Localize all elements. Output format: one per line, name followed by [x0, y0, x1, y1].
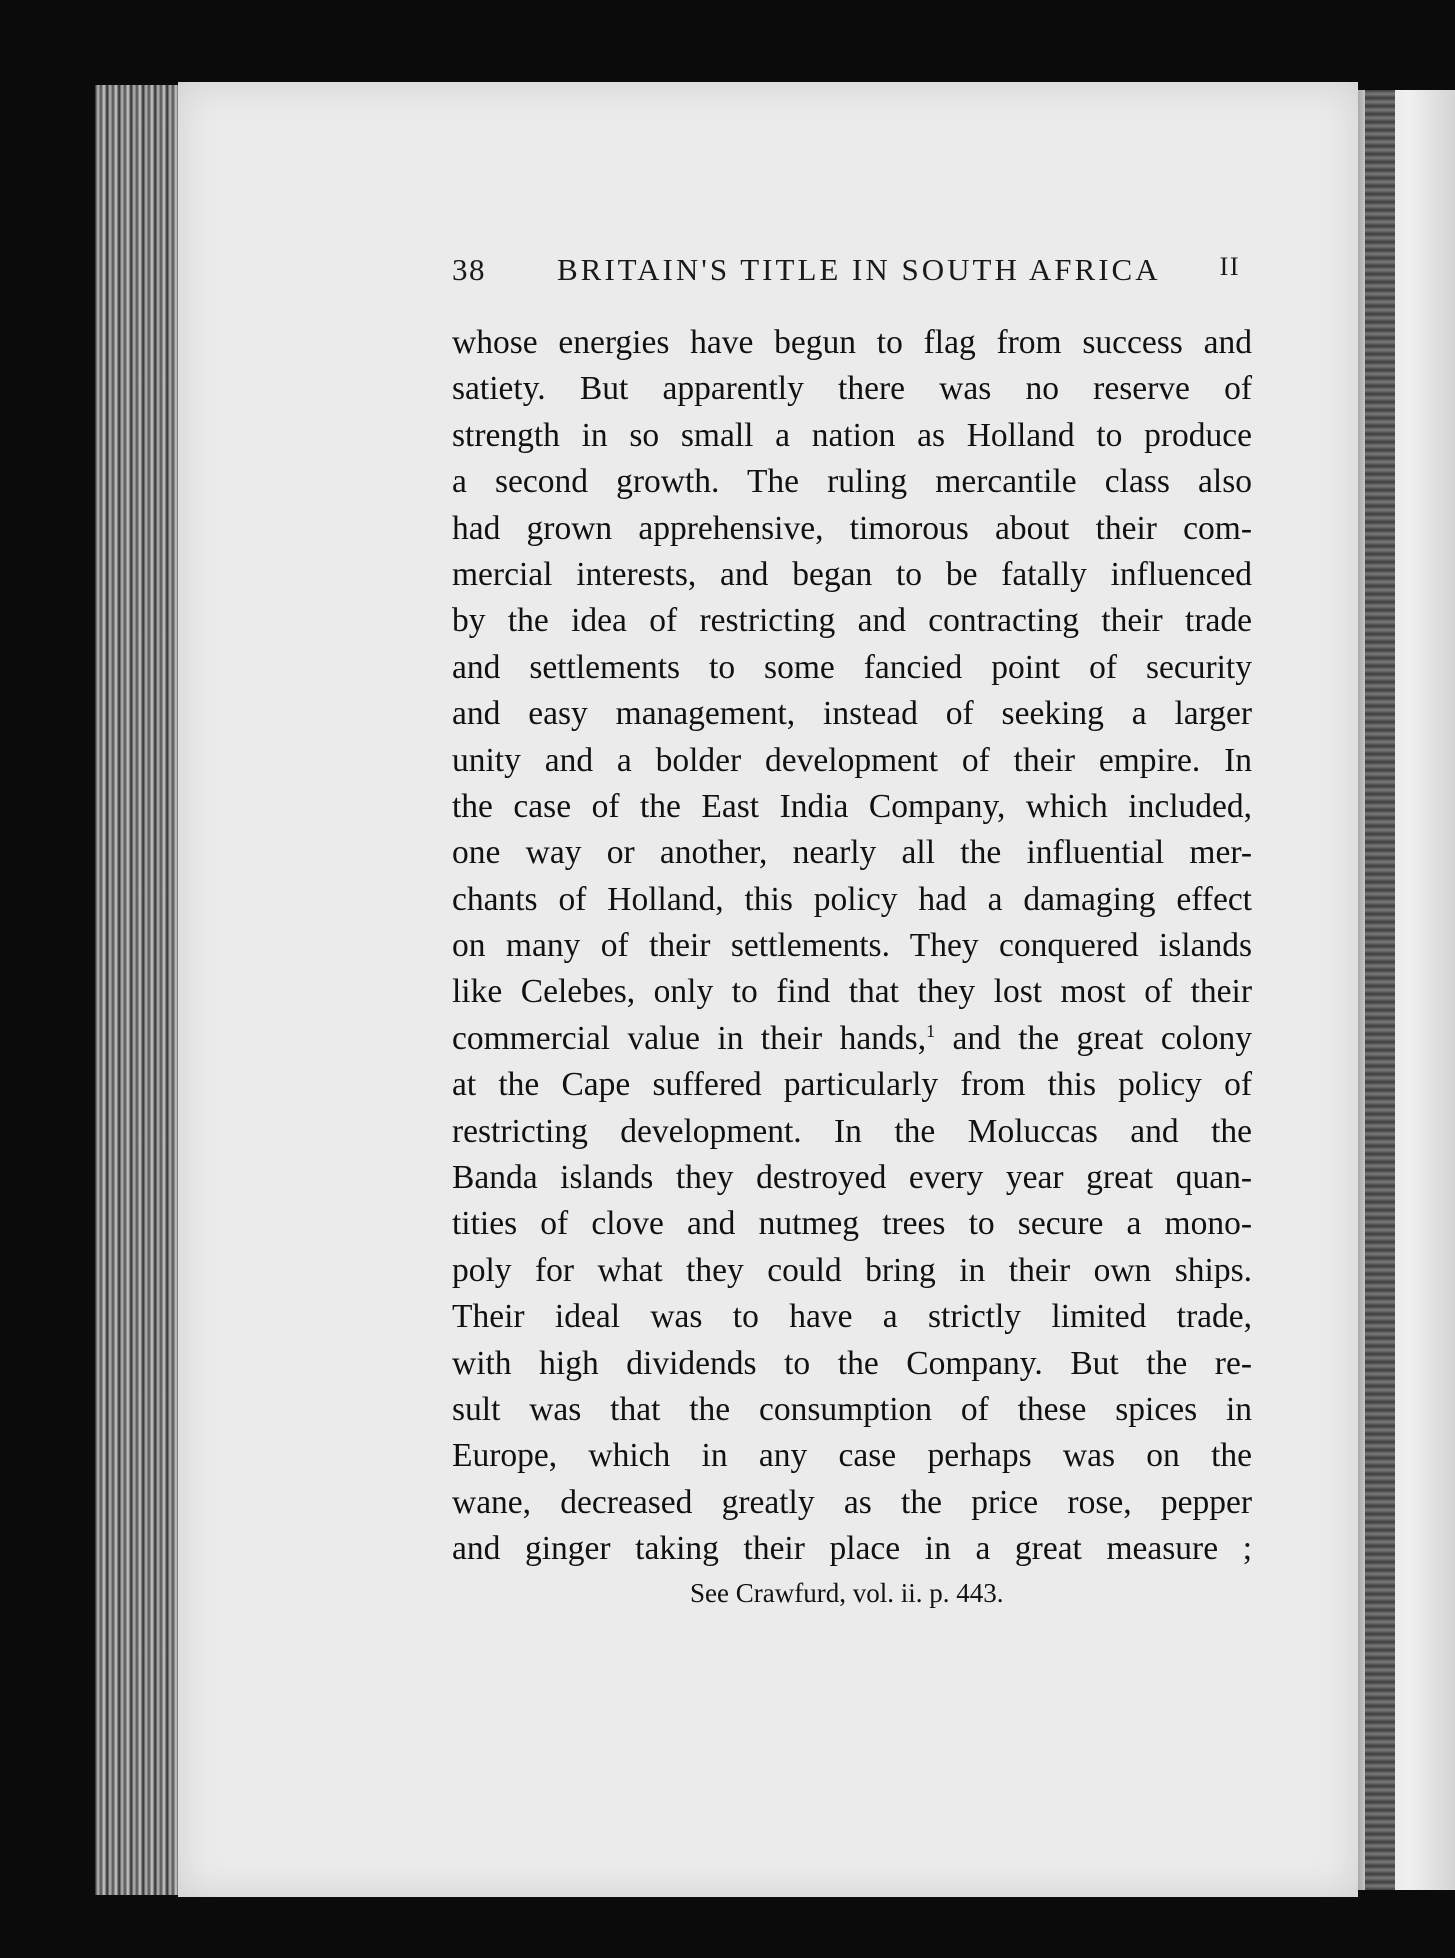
- text-line: by the idea of restricting and contracting their trade: [452, 602, 1252, 640]
- text-line: and ginger taking their place in a great measure ;: [452, 1530, 1252, 1568]
- footnote-reference: 1: [926, 1020, 936, 1041]
- text-line: whose energies have begun to flag from success and: [452, 324, 1252, 361]
- text-line: wane, decreased greatly as the price rose, pepper: [452, 1483, 1252, 1521]
- signature-mark: II: [1219, 252, 1240, 281]
- running-head: [452, 252, 1240, 292]
- text-line: like Celebes, only to find that they lost most of their: [452, 973, 1252, 1011]
- running-title: BRITAIN'S TITLE IN SOUTH AFRICA: [557, 252, 1161, 287]
- text-line: chants of Holland, this policy had a damaging effect: [452, 880, 1252, 918]
- text-line: a second growth. The ruling mercantile class also: [452, 463, 1252, 501]
- text-line: restricting development. In the Moluccas and the: [452, 1112, 1252, 1150]
- text-line: mercial interests, and began to be fatally influenced: [452, 555, 1252, 593]
- footnote: See Crawfurd, vol. ii. p. 443.: [690, 1578, 1004, 1608]
- text-line: poly for what they could bring in their own ships.: [452, 1251, 1252, 1289]
- text-line: Their ideal was to have a strictly limited trade,: [452, 1298, 1252, 1336]
- text-line: tities of clove and nutmeg trees to secure a mono-: [452, 1205, 1252, 1243]
- text-line: sult was that the consumption of these spices in: [452, 1390, 1252, 1428]
- text-line: with high dividends to the Company. But the re-: [452, 1344, 1252, 1382]
- text-line: on many of their settlements. They conquered islands: [452, 927, 1252, 965]
- text-line: satiety. But apparently there was no reserve of: [452, 370, 1252, 408]
- text-line: Europe, which in any case perhaps was on the: [452, 1437, 1252, 1475]
- text-line: the case of the East India Company, which included,: [452, 787, 1252, 825]
- text-line: unity and a bolder development of their empire. In: [452, 741, 1252, 779]
- book-spine-right: [1365, 90, 1395, 1890]
- body-text: [452, 320, 1252, 1573]
- text-line: Banda islands they destroyed every year great quan-: [452, 1159, 1252, 1197]
- text-line-part: commercial value in their hands,: [452, 1019, 927, 1057]
- text-line: one way or another, nearly all the influential mer-: [452, 834, 1252, 872]
- text-line-with-footnote-ref: [452, 1016, 1252, 1062]
- text-line-part: and the great colony: [935, 1019, 1252, 1057]
- text-line: and easy management, instead of seeking a larger: [452, 695, 1252, 733]
- page-number: 38: [452, 252, 486, 287]
- text-line: strength in so small a nation as Holland to produce: [452, 416, 1252, 454]
- text-line: at the Cape suffered particularly from this policy of: [452, 1066, 1252, 1104]
- text-line: had grown apprehensive, timorous about their com-: [452, 509, 1252, 547]
- text-line: and settlements to some fancied point of security: [452, 648, 1252, 686]
